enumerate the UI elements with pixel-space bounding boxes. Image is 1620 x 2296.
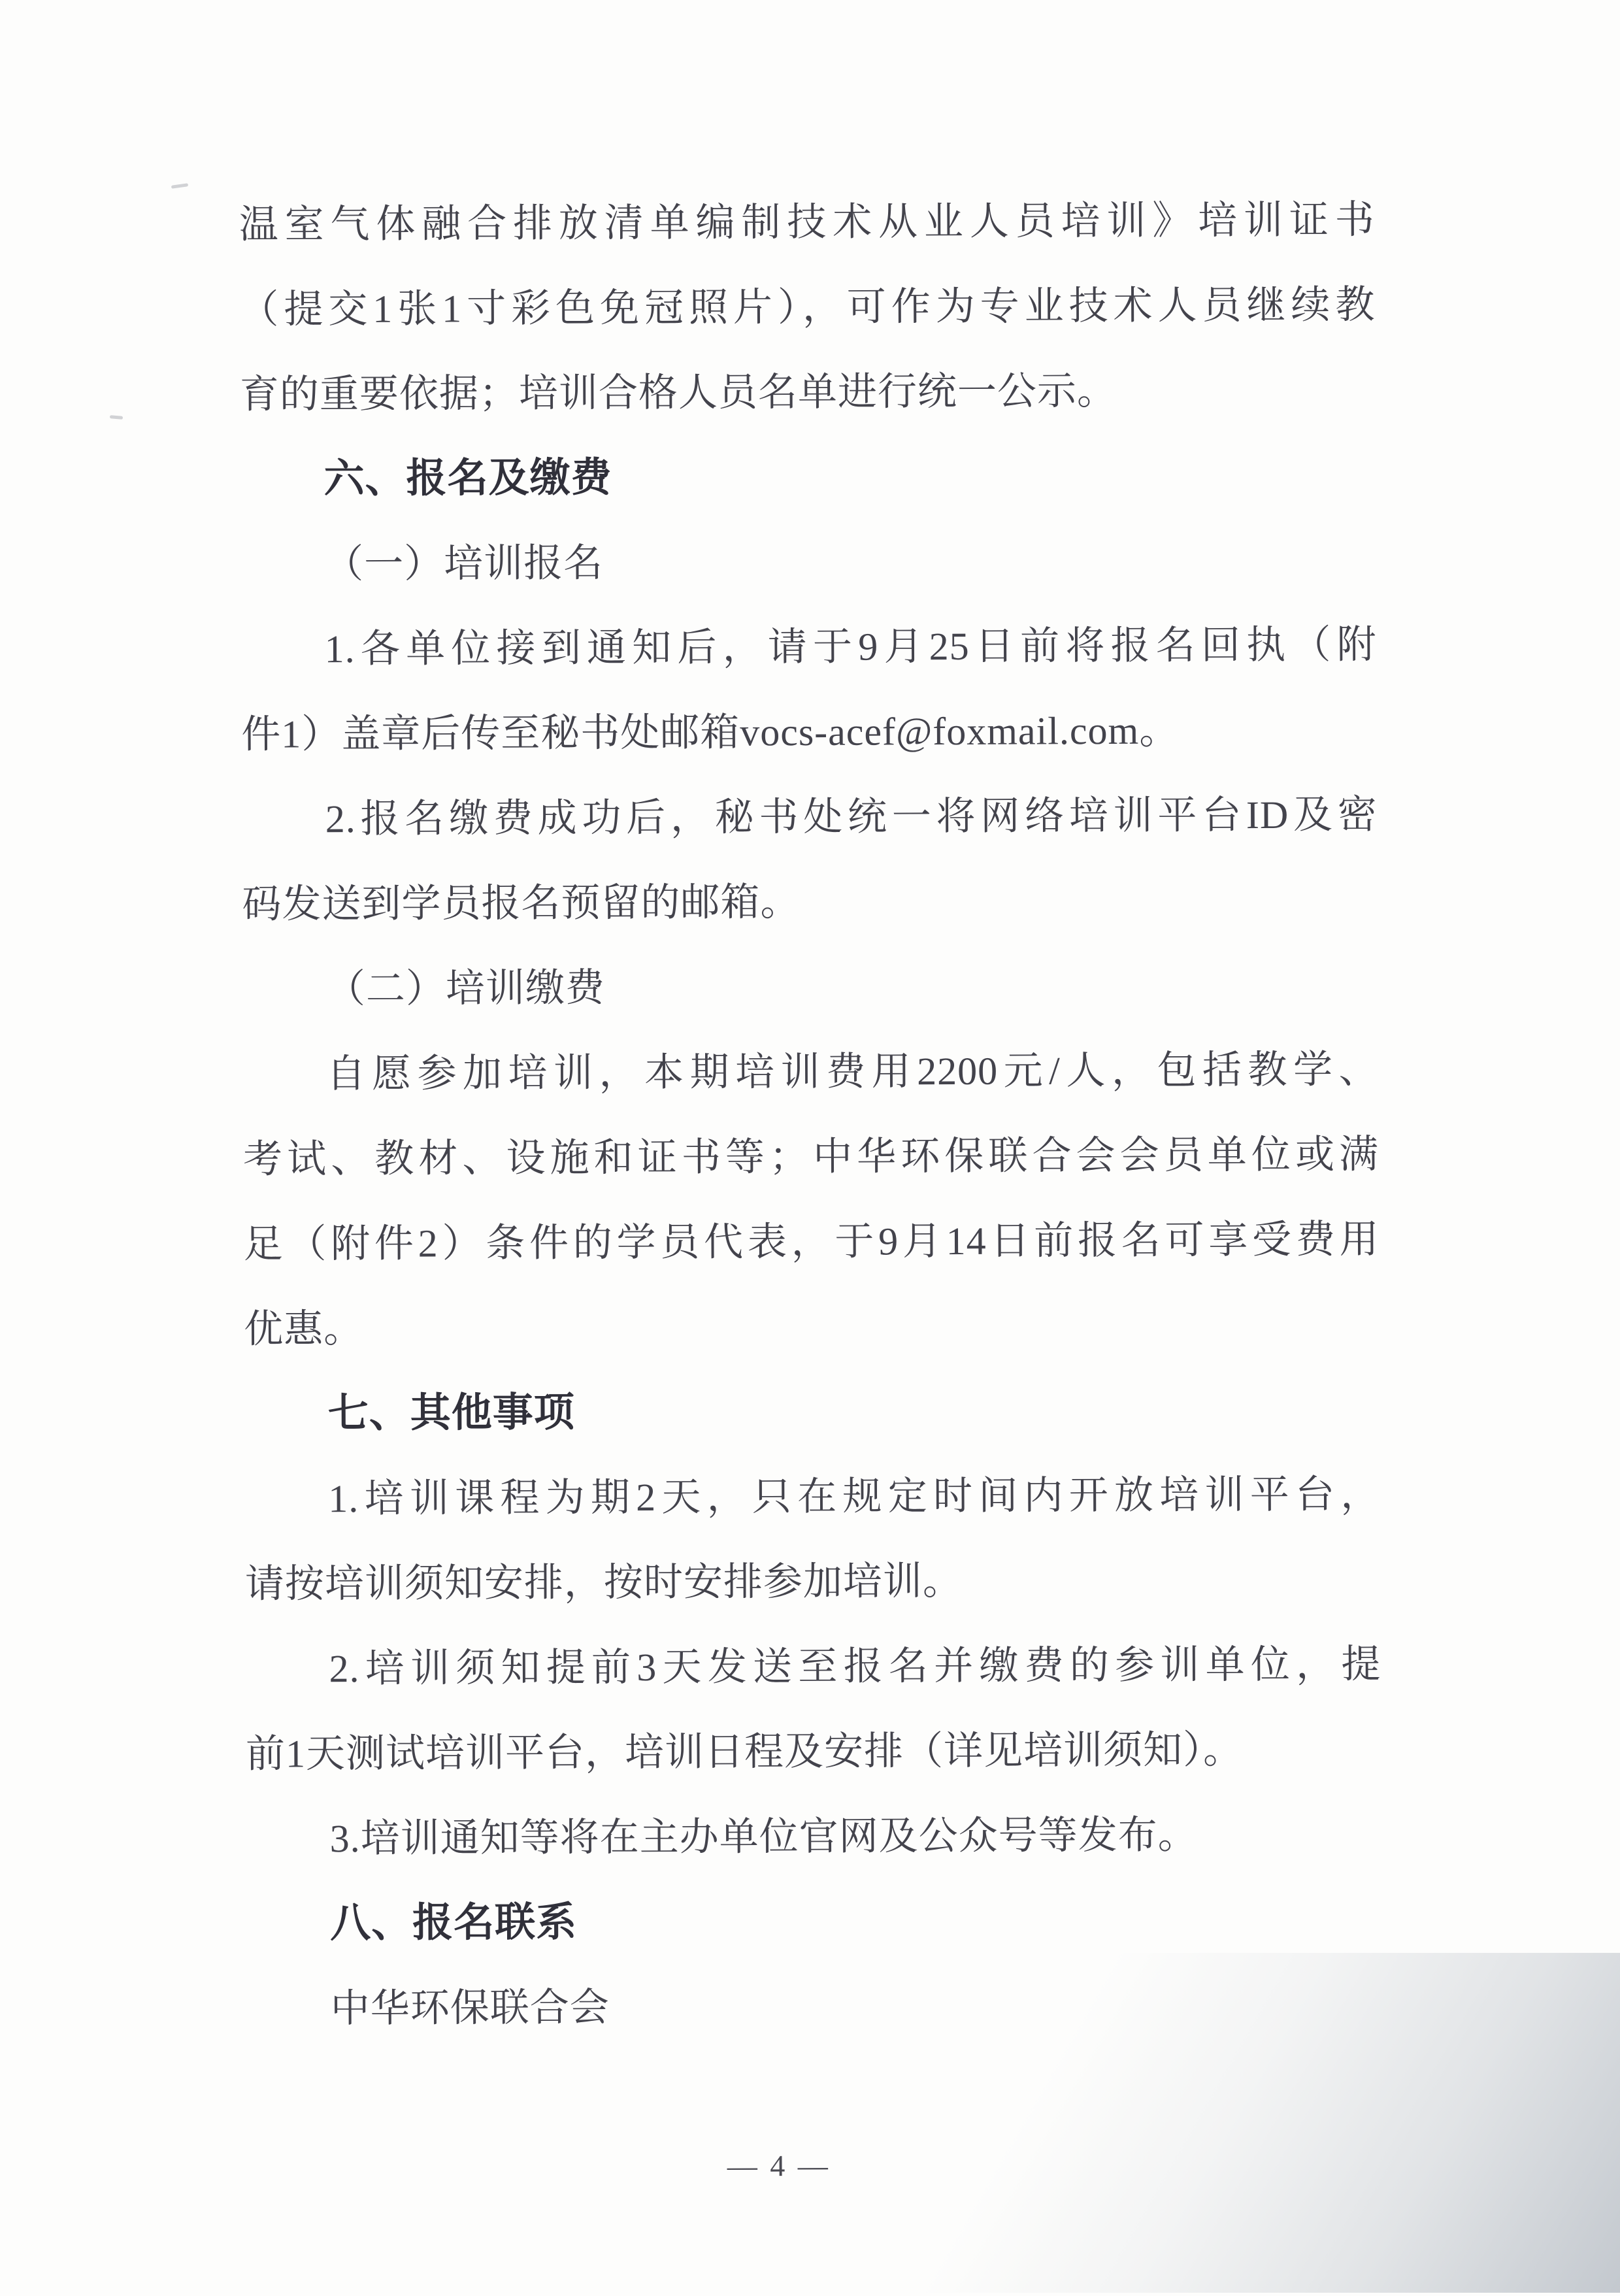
document-body (239, 177, 1383, 2052)
text-line: （二）培训缴费 (325, 966, 606, 1011)
text-line: 码发送到学员报名预留的邮箱。 (242, 880, 801, 926)
text-line: 3.培训通知等将在主办单位官网及公众号等发布。 (329, 1813, 1198, 1861)
text-line: 请按培训须知安排，按时安排参加培训。 (244, 1559, 963, 1606)
text-line: 2.报名缴费成功后，秘书处统一将网络培训平台ID及密 (325, 793, 1378, 841)
section-heading: 八、报名联系 (330, 1899, 578, 1946)
section-heading: 七、其他事项 (327, 1389, 575, 1437)
text-line: 1.培训课程为期2天，只在规定时间内开放培训平台， (328, 1472, 1381, 1521)
text-line: 2.培训须知提前3天发送至报名并缴费的参训单位，提 (329, 1642, 1381, 1691)
text-line: 温室气体融合排放清单编制技术从业人员培训》培训证书 (239, 198, 1375, 246)
text-line: 1.各单位接到通知后，请于9月25日前将报名回执（附 (324, 623, 1377, 671)
text-line: 育的重要依据；培训合格人员名单进行统一公示。 (239, 369, 1117, 416)
text-line: 前1天测试培训平台，培训日程及安排（详见培训须知）。 (245, 1728, 1244, 1776)
text-line: （提交1张1寸彩色免冠照片），可作为专业技术人员继续教 (239, 283, 1376, 331)
text-line: 中华环保联合会 (330, 1986, 610, 2031)
page-number: — 4 — (727, 2148, 831, 2183)
text-line: 优惠。 (244, 1306, 364, 1351)
text-line: 自愿参加培训，本期培训费用2200元/人，包括教学、 (326, 1048, 1379, 1096)
section-heading: 六、报名及缴费 (323, 455, 612, 502)
text-line: 考试、教材、设施和证书等；中华环保联合会会员单位或满 (242, 1133, 1380, 1181)
text-line: 件1）盖章后传至秘书处邮箱vocs-acef@foxmail.com。 (241, 708, 1180, 756)
text-line: 足（附件2）条件的学员代表，于9月14日前报名可享受费用 (243, 1218, 1380, 1266)
text-line: （一）培训报名 (323, 541, 604, 586)
